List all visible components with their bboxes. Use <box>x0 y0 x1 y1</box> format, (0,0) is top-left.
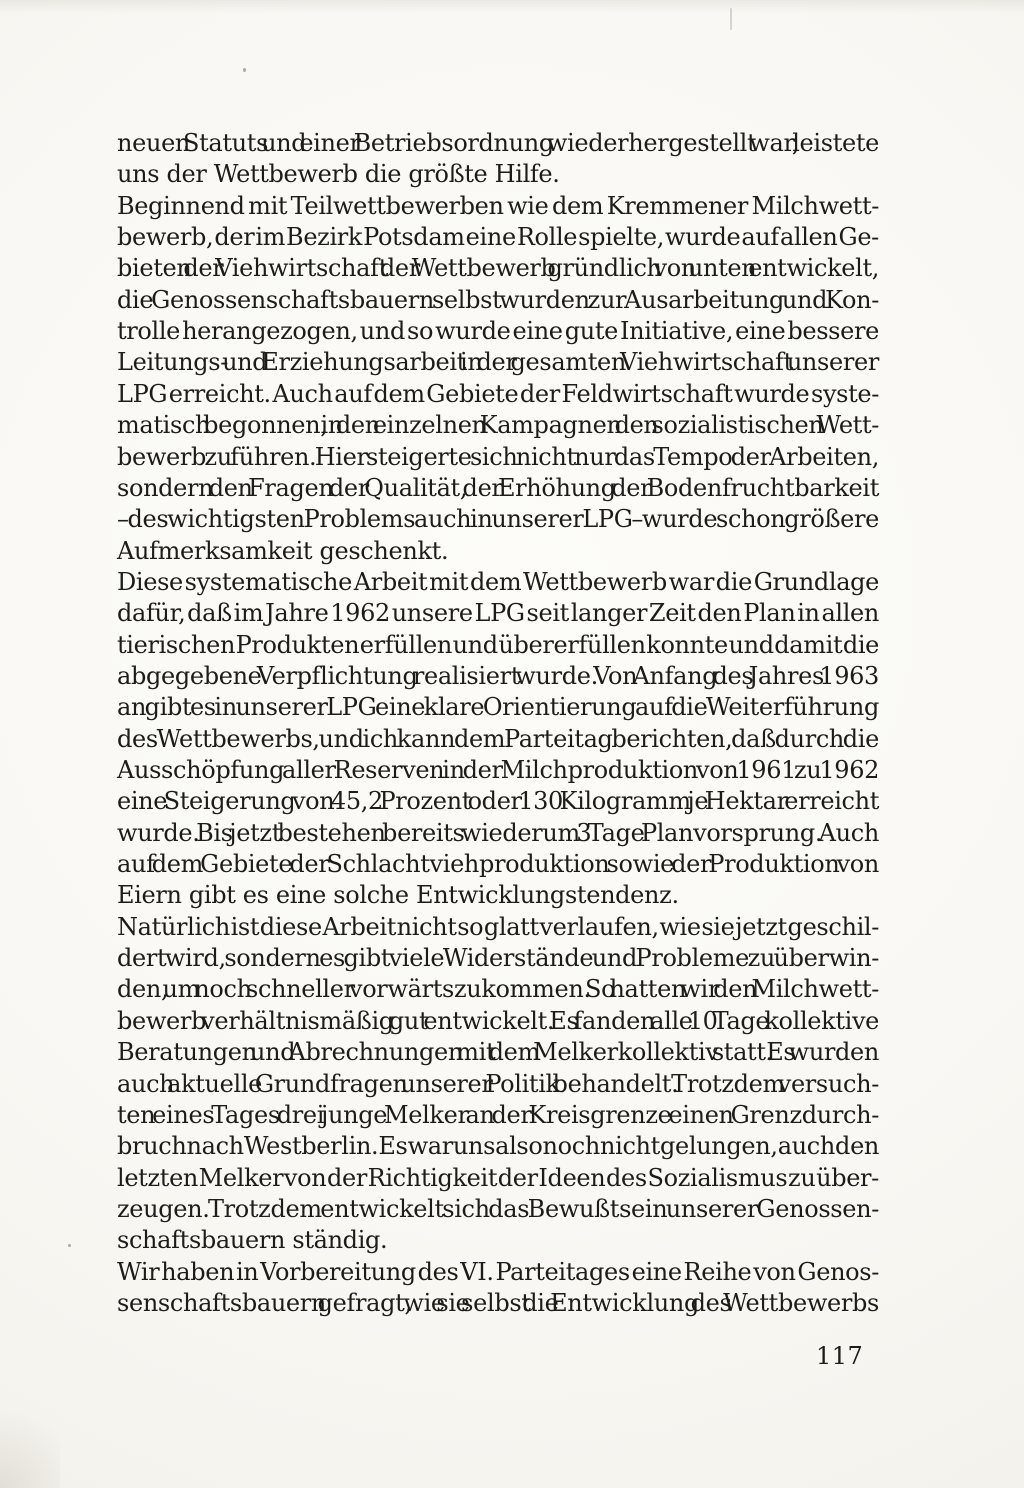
text-line: bieten der Viehwirtschaft der Wettbewerb gründlich von unten entwickelt, <box>117 254 880 283</box>
text-line: bruch nach Westberlin. Es war uns also noch nicht gelungen, auch den <box>117 1132 880 1161</box>
text-line: des Wettbewerbs, und ich kann dem Parteitag berichten, daß durch die <box>117 724 879 753</box>
text-line: dafür, daß im Jahre 1962 unsere LPG seit langer Zeit den Plan in allen <box>117 599 880 628</box>
text-line: dert wird, sondern es gibt viele Widerstände und Probleme zu überwin- <box>117 944 879 973</box>
text-line: bewerb zu führen. Hier steigerte sich nicht nur das Tempo der Arbeiten, <box>117 442 879 471</box>
text-line: Eiern gibt es eine solche Entwicklungstendenz. <box>117 881 679 910</box>
text-line: letzten Melker von der Richtigkeit der Ideen des Sozialismus zu über- <box>117 1163 879 1192</box>
text-line: Aufmerksamkeit geschenkt. <box>117 536 449 565</box>
print-speck <box>730 8 732 30</box>
text-line: Beratungen und Abrechnungen mit dem Melkerkollektiv statt. Es wurden <box>117 1038 880 1067</box>
text-line: bewerb verhältnismäßig gut entwickelt. Es fanden alle 10 Tage kollektive <box>117 1006 880 1035</box>
body-text <box>117 128 879 1319</box>
print-speck <box>68 1244 71 1247</box>
page-top-shadow <box>0 0 1024 14</box>
text-line: Leitungs- und Erziehungsarbeit in der gesamten Viehwirtschaft unserer <box>117 348 879 377</box>
text-line: sondern den Fragen der Qualität, der Erhöhung der Bodenfruchtbarkeit <box>117 473 879 502</box>
text-line: bewerb, der im Bezirk Potsdam eine Rolle spielte, wurde auf allen Ge- <box>117 223 879 252</box>
text-line: auf dem Gebiete der Schlachtviehproduktion sowie der Produktion von <box>117 850 880 879</box>
text-line: uns der Wettbewerb die größte Hilfe. <box>117 160 560 189</box>
text-line: eine Steigerung von 45,2 Prozent oder 130 Kilogramm je Hektar erreicht <box>117 787 880 816</box>
text-line: Natürlich ist diese Arbeit nicht so glatt verlaufen, wie sie jetzt geschil- <box>117 912 879 941</box>
text-line: tierischen Produkten erfüllen und übererfüllen konnte und damit die <box>117 630 880 659</box>
print-speck <box>243 68 246 72</box>
text-line: Wir haben in Vorbereitung des VI. Parteitages eine Reihe von Genos- <box>117 1257 880 1286</box>
page-number: 117 <box>816 1342 864 1370</box>
text-line: neuen Statuts und einer Betriebsordnung wiederhergestellt war, leistete <box>117 129 879 157</box>
text-line: trolle herangezogen, und so wurde eine gute Initiative, eine bessere <box>117 317 879 346</box>
text-line: an gibt es in unserer LPG eine klare Orientierung auf die Weiterführung <box>117 693 879 722</box>
text-line: zeugen. Trotzdem entwickelt sich das Bewußtsein unserer Genossen- <box>117 1194 879 1223</box>
text-line: die Genossenschaftsbauern selbst wurden zur Ausarbeitung und Kon- <box>117 285 880 314</box>
text-line: auch aktuelle Grundfragen unserer Politik behandelt. Trotzdem versuch- <box>117 1069 879 1098</box>
text-line: ten eines Tages drei junge Melker an der Kreisgrenze einen Grenzdurch- <box>117 1100 879 1129</box>
text-line: schaftsbauern ständig. <box>117 1226 388 1255</box>
text-line: Diese systematische Arbeit mit dem Wettbewerb war die Grundlage <box>117 567 880 596</box>
text-line: LPG erreicht. Auch auf dem Gebiete der Feldwirtschaft wurde syste- <box>117 379 880 408</box>
text-line: Ausschöpfung aller Reserven in der Milchproduktion von 1961 zu 1962 <box>117 756 880 784</box>
text-line: abgegebene Verpflichtung realisiert wurde. Von Anfang des Jahres 1963 <box>117 661 879 690</box>
text-line: den, um noch schneller vorwärtszukommen. So hatten wir den Milchwett- <box>117 975 879 1004</box>
text-line: – des wichtigsten Problems auch in unserer LPG – wurde schon größere <box>117 505 879 534</box>
text-line: Beginnend mit Teilwettbewerben wie dem Kremmener Milchwett- <box>117 191 879 220</box>
text-line: senschaftsbauern gefragt, wie sie selbst die Entwicklung des Wettbewerbs <box>117 1288 879 1317</box>
page-corner-shadow <box>0 1390 60 1488</box>
text-line: wurde. Bis jetzt bestehen bereits wiederum 3 Tage Planvorsprung. Auch <box>117 818 879 847</box>
text-line: matisch begonnen, in den einzelnen Kampagnen den sozialistischen Wett- <box>117 411 880 440</box>
